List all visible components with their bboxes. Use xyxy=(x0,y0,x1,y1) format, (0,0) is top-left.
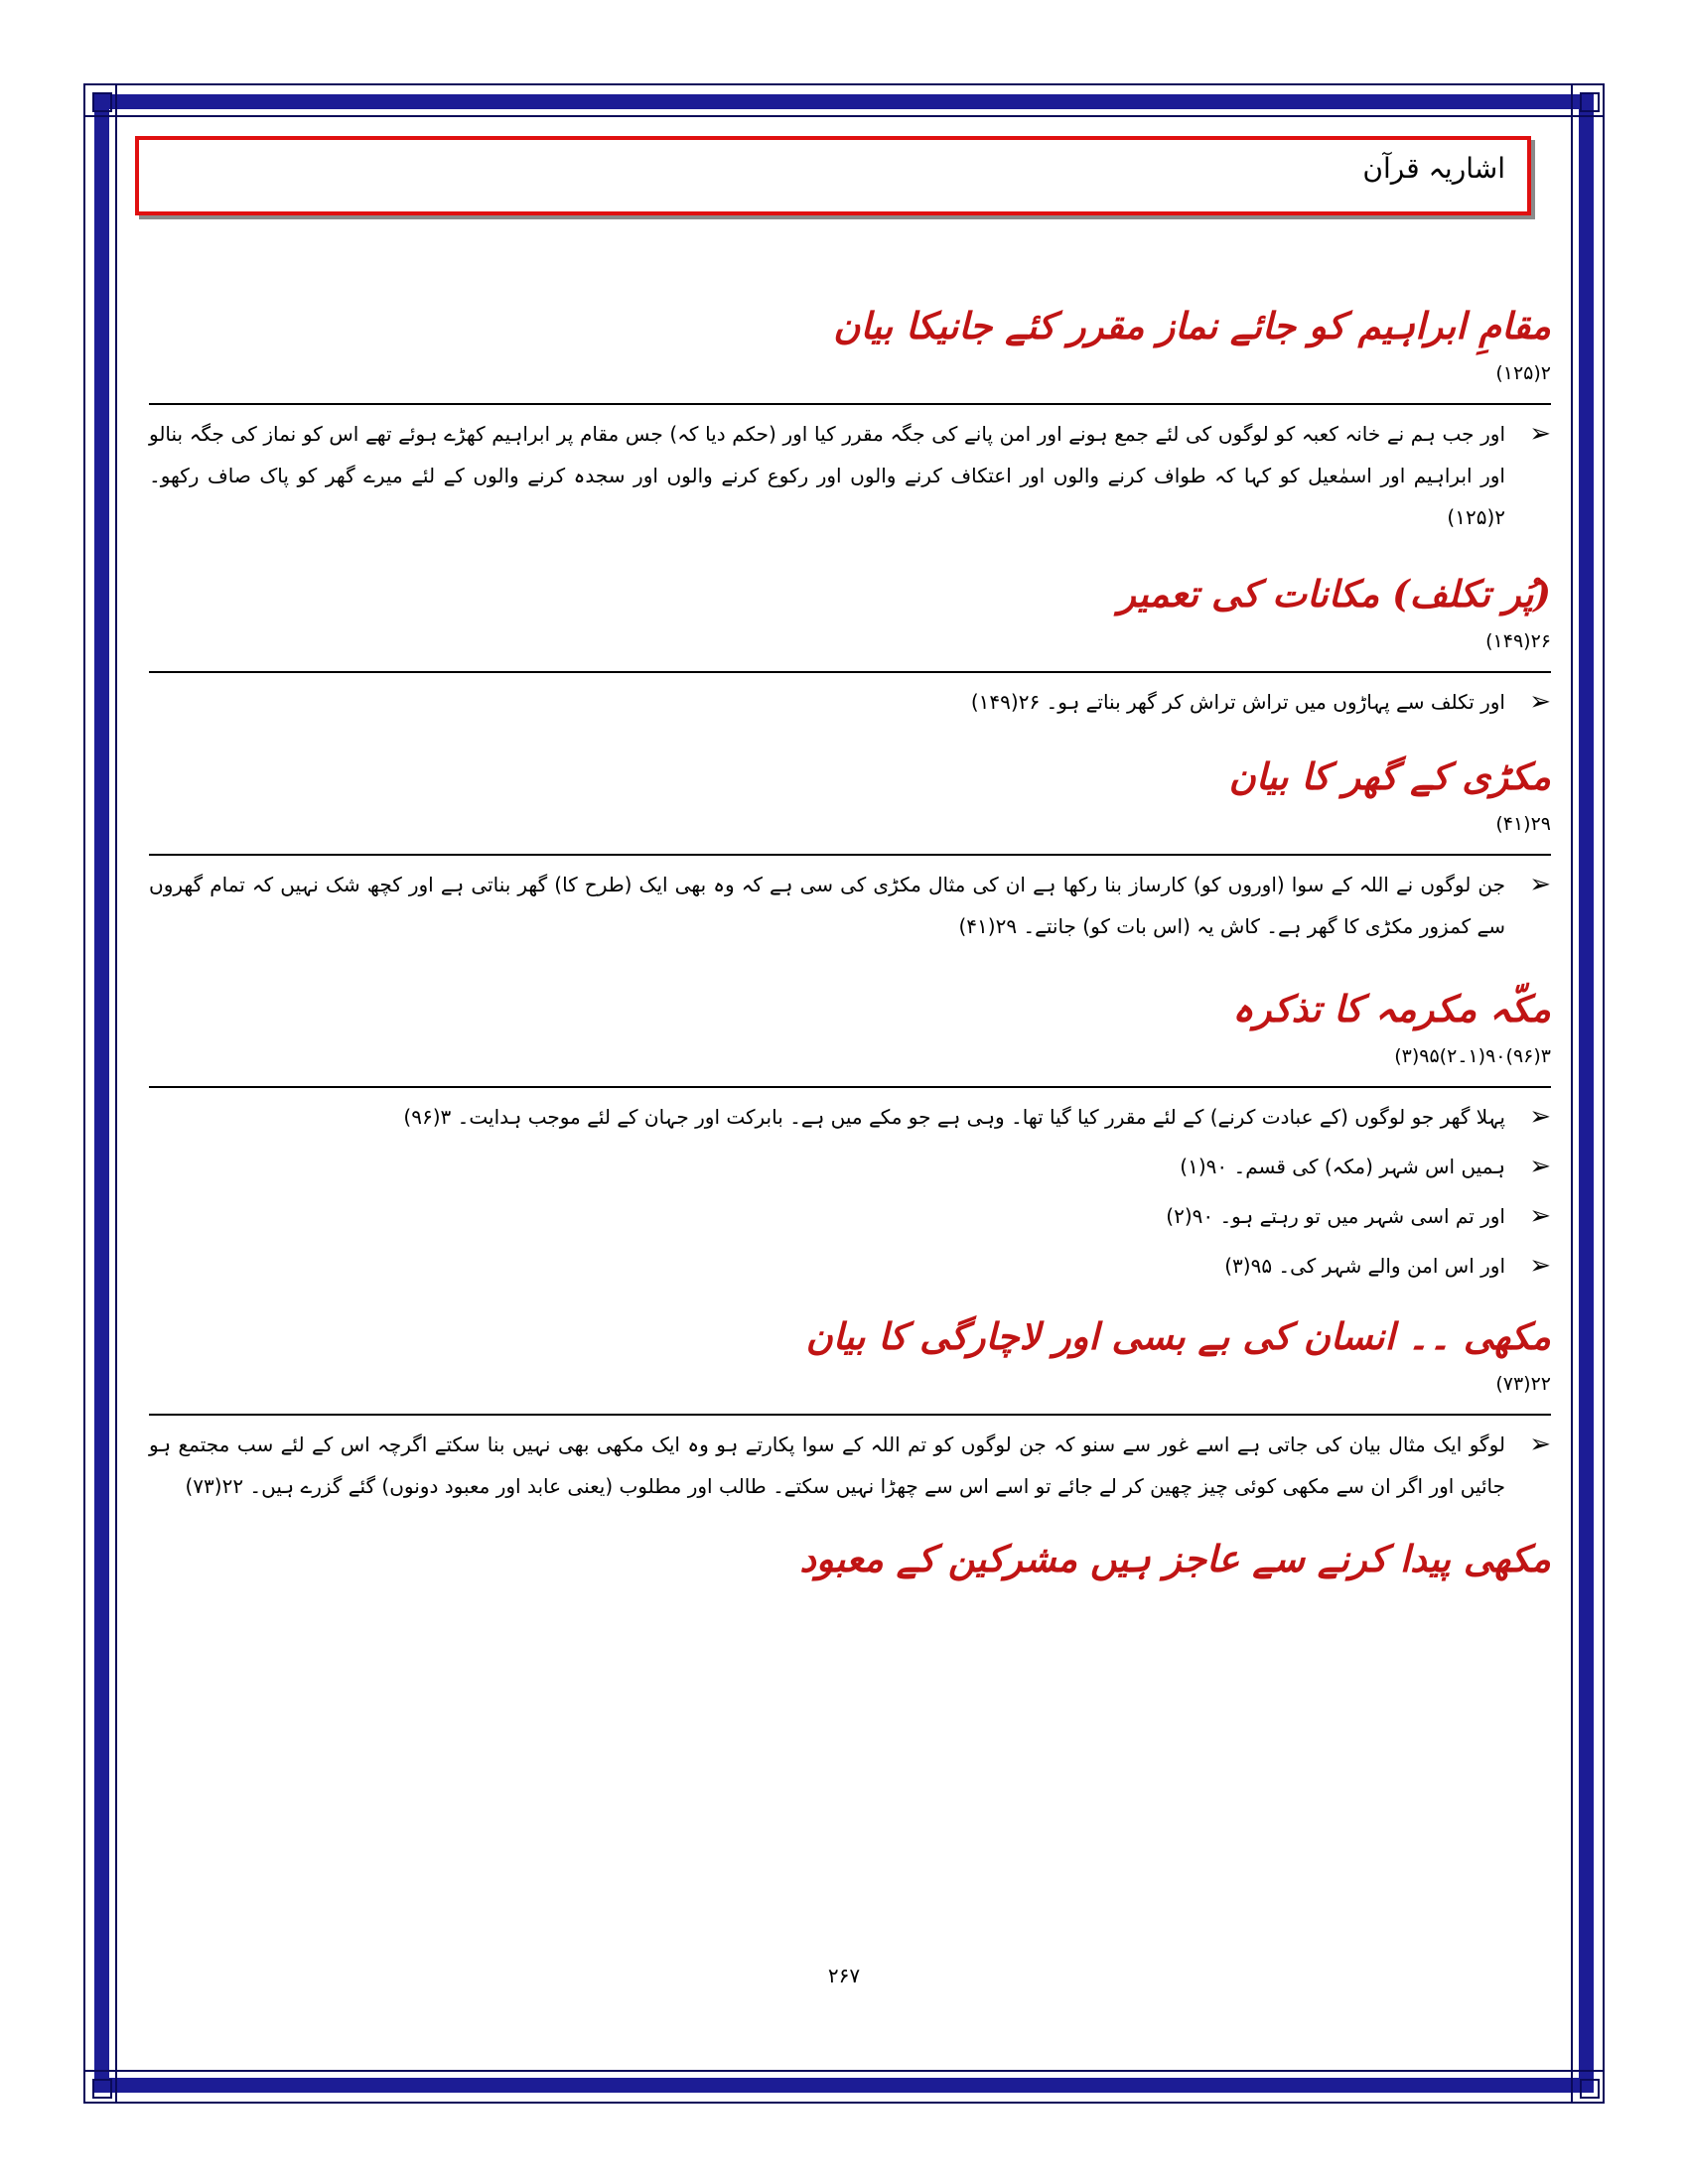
section-reference: ۳(۹۶)۹۰(۱۔۲)۹۵(۳) xyxy=(1394,1045,1551,1067)
arrow-bullet-icon: ➢ xyxy=(1529,1251,1551,1281)
entry-text: اور تکلف سے پہاڑوں میں تراش تراش کر گھر بناتے ہو۔ ۲۶(۱۴۹) xyxy=(970,690,1505,714)
header-title: اشاریہ قرآن xyxy=(1362,152,1505,185)
arrow-bullet-icon: ➢ xyxy=(1529,1201,1551,1231)
frame-corner-ornament xyxy=(1571,2070,1605,2104)
list-item xyxy=(149,1424,1551,1507)
section-reference: ۲۶(۱۴۹) xyxy=(1485,630,1551,652)
arrow-bullet-icon: ➢ xyxy=(1529,870,1551,899)
section-makkhi xyxy=(149,1308,1551,1507)
entry-list xyxy=(149,413,1551,538)
arrow-bullet-icon: ➢ xyxy=(1529,419,1551,449)
list-item xyxy=(149,681,1551,723)
arrow-bullet-icon: ➢ xyxy=(1529,687,1551,717)
section-reference: ۲۹(۴۱) xyxy=(1495,813,1551,835)
list-item xyxy=(149,413,1551,538)
list-item xyxy=(149,1146,1551,1187)
section-divider xyxy=(149,671,1551,673)
section-reference: ۲۲(۷۳) xyxy=(1495,1373,1551,1395)
section-divider xyxy=(149,1414,1551,1416)
frame-corner-ornament xyxy=(1571,83,1605,117)
entry-text: پہلا گھر جو لوگوں (کے عبادت کرنے) کے لئے مقرر کیا گیا تھا۔ وہی ہے جو مکے میں ہے۔ بابرکت اور جہان کے لئے موجب ہدایت۔ ۳(۹۶) xyxy=(403,1105,1505,1129)
section-reference: ۲(۱۲۵) xyxy=(1495,362,1551,384)
section-title: مکڑی کے گھر کا بیان xyxy=(1228,754,1551,798)
entry-list xyxy=(149,864,1551,947)
arrow-bullet-icon: ➢ xyxy=(1529,1102,1551,1132)
page-content xyxy=(149,298,1551,1586)
entry-text: اور اس امن والے شہر کی۔ ۹۵(۳) xyxy=(1224,1254,1505,1278)
section-title: مکھی پیدا کرنے سے عاجز ہیں مشرکین کے معبود xyxy=(799,1537,1551,1580)
section-title: (پُر تکلف) مکانات کی تعمیر xyxy=(1117,572,1551,615)
header-box xyxy=(135,136,1531,215)
entry-list xyxy=(149,681,1551,723)
page-number: ۲۶۷ xyxy=(827,1964,861,1987)
section-title: مقامِ ابراہیم کو جائے نماز مقرر کئے جانیکا بیان xyxy=(833,304,1551,347)
entry-text: اور تم اسی شہر میں تو رہتے ہو۔ ۹۰(۲) xyxy=(1166,1204,1505,1228)
section-divider xyxy=(149,403,1551,405)
section-maqam-ibrahim xyxy=(149,298,1551,538)
entry-text: اور جب ہم نے خانہ کعبہ کو لوگوں کی لئے جمع ہونے اور امن پانے کی جگہ مقرر کیا اور (حکم دیا کہ) جس مقام پر ابراہیم کھڑے ہوئے تھے اس کو نماز کی جگہ بنالو اور ابراہیم اور اسمٰعیل کو کہا کہ طواف کرنے والوں اور اعتکاف کرنے والوں اور رکوع کرنے والوں اور سجدہ کرنے والوں کے لئے میرے گھر کو پاک صاف رکھو۔ ۲(۱۲۵) xyxy=(149,422,1505,529)
arrow-bullet-icon: ➢ xyxy=(1529,1152,1551,1181)
section-makkah xyxy=(149,981,1551,1287)
entry-text: ہمیں اس شہر (مکہ) کی قسم۔ ۹۰(۱) xyxy=(1180,1155,1505,1178)
section-makkhi-mushrikin xyxy=(149,1531,1551,1586)
entry-list xyxy=(149,1096,1551,1287)
section-divider xyxy=(149,854,1551,856)
entry-text: لوگو ایک مثال بیان کی جاتی ہے اسے غور سے سنو کہ جن لوگوں کو تم اللہ کے سوا پکارتے ہو وہ ایک مکھی بھی نہیں بنا سکتے اگرچہ اس کے لئے سب مجتمع ہو جائیں اور اگر ان سے مکھی کوئی چیز چھین کر لے جائے تو اسے اس سے چھڑا نہیں سکتے۔ طالب اور مطلوب (یعنی عابد اور معبود دونوں) گئے گزرے ہیں۔ ۲۲(۷۳) xyxy=(149,1433,1505,1498)
entry-list xyxy=(149,1424,1551,1507)
list-item xyxy=(149,1195,1551,1237)
arrow-bullet-icon: ➢ xyxy=(1529,1430,1551,1459)
section-divider xyxy=(149,1086,1551,1088)
frame-corner-ornament xyxy=(83,2070,117,2104)
section-makanat xyxy=(149,566,1551,723)
entry-text: جن لوگوں نے اللہ کے سوا (اوروں کو) کارساز بنا رکھا ہے ان کی مثال مکڑی کی سی ہے کہ وہ بھی ایک (طرح کا) گھر بناتی ہے اور کچھ شک نہیں کہ تمام گھروں سے کمزور مکڑی کا گھر ہے۔ کاش یہ (اس بات کو) جانتے۔ ۲۹(۴۱) xyxy=(149,873,1505,938)
section-title: مکّہ مکرمہ کا تذکرہ xyxy=(1231,987,1551,1030)
list-item xyxy=(149,1245,1551,1287)
section-title: مکھی ۔۔ انسان کی بے بسی اور لاچارگی کا بیان xyxy=(805,1314,1551,1358)
list-item xyxy=(149,864,1551,947)
list-item xyxy=(149,1096,1551,1138)
frame-corner-ornament xyxy=(83,83,117,117)
section-makri xyxy=(149,749,1551,947)
